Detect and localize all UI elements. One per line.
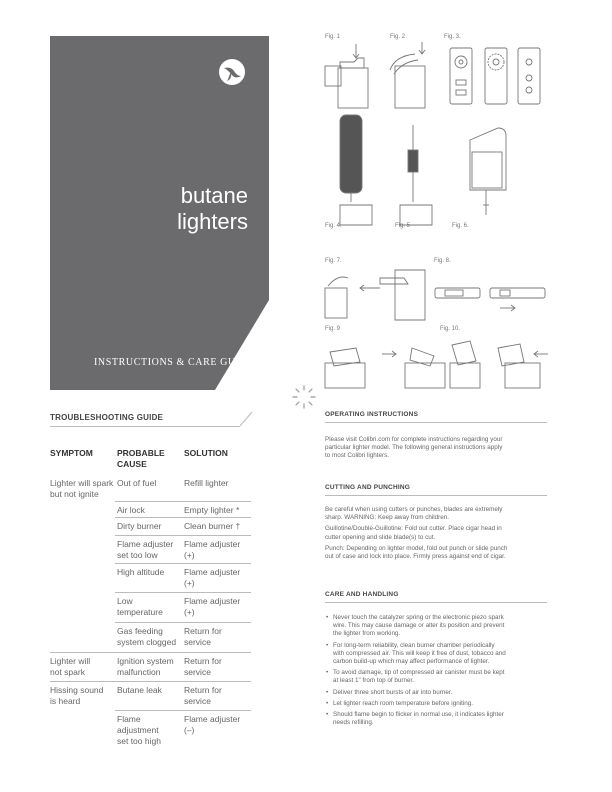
cause-cell — [117, 478, 156, 489]
cause-cell-line: set too low — [117, 550, 158, 560]
symptom-cell — [50, 656, 90, 678]
operating-line: particular lighter model. The following general instructions apply — [325, 444, 503, 452]
fig5-drawing — [400, 125, 432, 225]
care-list-item — [333, 711, 560, 727]
cause-cell — [117, 685, 162, 696]
symptom-cell-line: not spark — [50, 667, 85, 677]
sunburst-icon — [293, 386, 315, 408]
cause-cell — [117, 596, 163, 618]
solution-cell-line: Flame adjuster — [184, 539, 241, 549]
cause-cell — [117, 539, 173, 561]
solution-cell-line: service — [184, 667, 211, 677]
table-row-divider — [115, 535, 251, 536]
solution-cell-line: Return for — [184, 656, 222, 666]
solution-cell-line: (+) — [184, 578, 195, 588]
cause-cell-line: temperature — [117, 607, 163, 617]
solution-cell-line: (+) — [184, 607, 195, 617]
cutting-rule — [325, 495, 547, 496]
solution-cell-line: Clean burner † — [184, 521, 241, 531]
fig10-drawing — [450, 341, 548, 388]
hummingbird-logo-icon — [218, 58, 246, 86]
cause-cell-line: Out of fuel — [117, 478, 157, 488]
cause-cell-line: Gas feeding — [117, 626, 163, 636]
cause-cell-line: Ignition system — [117, 656, 174, 666]
cause-cell-line: Flame adjuster — [117, 539, 174, 549]
care-list-item — [333, 614, 560, 639]
care-item-line: the lighter from working. — [333, 630, 401, 638]
header-cause-line2: CAUSE — [117, 459, 147, 469]
cutting-p3-line: out of case and lock into place. Firmly press against end of cigar. — [325, 553, 506, 561]
figures-panel — [320, 30, 550, 390]
cover-title-line1: butane — [180, 183, 248, 208]
troubleshooting-title: TROUBLESHOOTING GUIDE — [50, 413, 164, 422]
cause-cell-line: system clogged — [117, 637, 177, 647]
header-cause — [117, 448, 165, 470]
care-list — [325, 614, 560, 727]
cutting-p1-line: sharp. WARNING: Keep away from children. — [325, 514, 449, 522]
header-symptom: SYMPTOM — [50, 448, 93, 458]
solution-cell — [184, 505, 239, 516]
cause-cell — [117, 521, 161, 532]
solution-cell — [184, 567, 240, 589]
cause-cell — [117, 567, 164, 578]
cover-subtitle: INSTRUCTIONS & CARE GUIDE — [94, 357, 255, 368]
care-item-line: wire. This may cause damage or alter its position and prevent — [333, 622, 505, 630]
care-list-item — [333, 669, 560, 685]
care-list-item — [333, 689, 560, 697]
cause-cell-line: set too high — [117, 736, 161, 746]
table-row-divider — [115, 710, 251, 711]
cause-cell-line: adjustment — [117, 725, 159, 735]
cutting-p2-line: Guillotine/Double-Guillotine: Fold out cutter. Place cigar head in — [325, 525, 502, 533]
operating-line: to most Colibri lighters. — [325, 452, 390, 460]
cover-corner-fold — [215, 300, 269, 390]
table-row-divider — [115, 592, 251, 593]
table-row-divider — [115, 501, 251, 502]
fig9-drawing — [325, 348, 445, 388]
care-list-item — [333, 642, 560, 667]
care-item-line: • Let lighter reach room temperature before igniting. — [333, 699, 474, 707]
cause-cell-line: High altitude — [117, 567, 165, 577]
solution-cell — [184, 521, 240, 532]
fig4-drawing — [340, 115, 372, 225]
care-item-line: • Should flame begin to flicker in normal use, it indicates lighter — [333, 711, 504, 719]
care-item-line: • Never touch the catalyzer spring or the electronic piezo spark — [333, 614, 504, 621]
cause-cell — [117, 656, 174, 678]
care-item-line: needs refilling. — [333, 719, 374, 727]
cause-cell-line: Butane leak — [117, 685, 162, 695]
symptom-cell-line: but not ignite — [50, 489, 99, 499]
fig6-drawing — [470, 128, 506, 215]
care-item-line: with compressed air. This will keep it free of dust, tobacco and — [333, 649, 506, 657]
care-rule — [325, 602, 547, 603]
fig6-label: Fig. 6. — [452, 223, 469, 229]
fig7-label: Fig. 7. — [325, 258, 342, 264]
solution-cell — [184, 478, 228, 489]
solution-cell — [184, 539, 240, 561]
solution-cell-line: Refill lighter — [184, 478, 229, 488]
cause-cell-line: Low — [117, 596, 133, 606]
solution-cell-line: Flame adjuster — [184, 714, 241, 724]
header-solution: SOLUTION — [184, 448, 228, 458]
solution-cell — [184, 656, 222, 678]
operating-rule — [325, 422, 547, 423]
care-list-item — [333, 700, 560, 708]
cause-cell — [117, 505, 145, 516]
symptom-cell — [50, 685, 103, 707]
solution-cell-line: Flame adjuster — [184, 567, 241, 577]
fig2-label: Fig. 2 — [390, 34, 406, 40]
operating-text — [325, 436, 555, 461]
fig1-drawing — [325, 44, 368, 108]
solution-cell — [184, 714, 240, 736]
cause-cell — [117, 714, 161, 747]
solution-cell-line: service — [184, 637, 211, 647]
table-row-divider — [50, 652, 251, 653]
header-cause-line1: PROBABLE — [117, 448, 165, 458]
care-item-line: • Deliver three short bursts of air into burner. — [333, 688, 453, 696]
solution-cell-line: Return for — [184, 626, 222, 636]
cause-cell-line: Dirty burner — [117, 521, 162, 531]
symptom-cell-line: is heard — [50, 696, 81, 706]
table-row-divider — [50, 681, 251, 682]
cause-cell — [117, 626, 176, 648]
operating-line: Please visit Colibri.com for complete instructions regarding your — [325, 436, 503, 443]
fig10-label: Fig. 10. — [440, 326, 461, 332]
fig3-label: Fig. 3. — [444, 34, 461, 40]
care-item-line: • To avoid damage, tip of compressed air canister must be kept — [333, 669, 505, 677]
care-item-line: carbon build-up which may affect performance of lighter. — [333, 658, 490, 666]
troubleshooting-title-rule — [50, 426, 240, 427]
solution-cell — [184, 596, 240, 618]
symptom-cell-line: Hissing sound — [50, 685, 104, 695]
cutting-text — [325, 506, 560, 561]
table-row-divider — [115, 622, 251, 623]
fig9-label: Fig. 9 — [325, 326, 341, 332]
fig1-label: Fig. 1 — [325, 34, 341, 40]
care-item-line: • For long-term reliability, clean burner chamber periodically — [333, 641, 495, 649]
cover-title — [50, 183, 248, 235]
fig5-label: Fig. 5 — [395, 223, 411, 229]
cause-cell-line: Air lock — [117, 505, 145, 515]
care-title: CARE AND HANDLING — [325, 591, 399, 598]
solution-cell-line: Flame adjuster — [184, 596, 241, 606]
table-row-divider — [115, 563, 251, 564]
cutting-p3-line: Punch: Depending on lighter model, fold out punch or slide punch — [325, 544, 508, 552]
cutting-p2-line: cutter opening and slide blade(s) to cut. — [325, 533, 436, 541]
cutting-title: CUTTING AND PUNCHING — [325, 484, 411, 491]
fig8-label: Fig. 8. — [434, 258, 451, 264]
cause-cell-line: malfunction — [117, 667, 161, 677]
solution-cell-line: (–) — [184, 725, 195, 735]
solution-cell — [184, 626, 222, 648]
cutting-p1-line: Be careful when using cutters or punches, blades are extremely — [325, 506, 503, 513]
fig2-drawing — [390, 42, 425, 108]
symptom-cell — [50, 478, 113, 500]
fig7-drawing — [325, 270, 425, 320]
fig3-drawing — [450, 48, 540, 104]
solution-cell-line: Empty lighter * — [184, 505, 240, 515]
fig4-label: Fig. 4. — [325, 223, 342, 229]
table-row-divider — [115, 517, 251, 518]
title-rule-slash — [238, 411, 254, 427]
cover-title-line2: lighters — [177, 209, 248, 234]
solution-cell-line: Return for — [184, 685, 222, 695]
solution-cell — [184, 685, 222, 707]
symptom-cell-line: Lighter will — [50, 656, 91, 666]
care-list-wrap — [325, 614, 560, 730]
cause-cell-line: Flame — [117, 714, 141, 724]
symptom-cell-line: Lighter will spark — [50, 478, 114, 488]
operating-title: OPERATING INSTRUCTIONS — [325, 411, 419, 418]
solution-cell-line: service — [184, 696, 211, 706]
fig8-drawing — [435, 288, 545, 311]
care-item-line: at least 1" from top of burner. — [333, 677, 414, 685]
solution-cell-line: (+) — [184, 550, 195, 560]
